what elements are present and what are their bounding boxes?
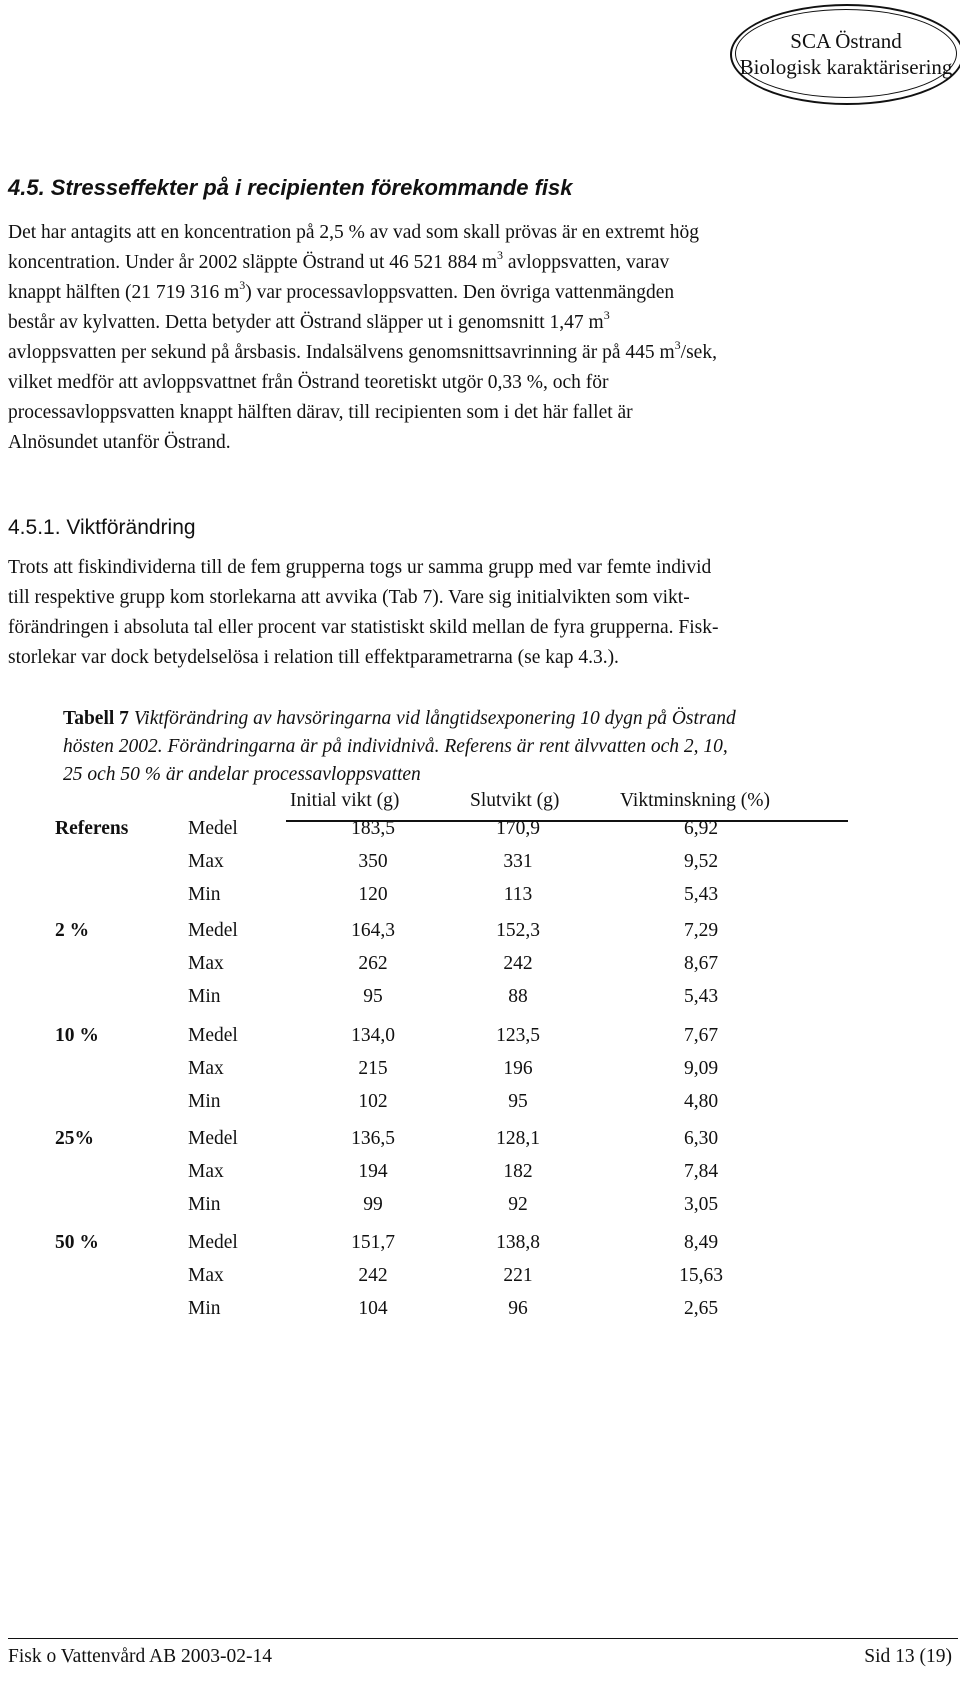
table-stat-label: Medel	[188, 1128, 238, 1149]
table-stat-label: Max	[188, 1058, 224, 1079]
table-group-label: 2 %	[55, 920, 90, 941]
table-cell: 262	[358, 953, 388, 974]
header-company: SCA Östrand	[790, 28, 902, 53]
header-subtitle: Biologisk karaktärisering	[739, 54, 953, 79]
table-stat-label: Min	[188, 884, 221, 905]
table-cell: 8,67	[683, 953, 719, 974]
para-line: till respektive grupp kom storlekarna att avvika (Tab 7). Vare sig initialvikten som vikt-	[8, 587, 690, 608]
table-group-label: 50 %	[55, 1232, 99, 1253]
table-cell: 128,1	[496, 1128, 540, 1149]
header-logo-box	[735, 9, 957, 98]
table-cell: 196	[503, 1058, 533, 1079]
table-cell: 88	[508, 986, 528, 1007]
table-stat-label: Max	[188, 851, 224, 872]
table-cell: 6,30	[683, 1128, 719, 1149]
para-line: Det har antagits att en koncentration på 2,5 % av vad som skall prövas är en extremt hög	[8, 222, 699, 243]
table-cell: 242	[358, 1265, 388, 1286]
para-line: koncentration. Under år 2002 släppte Östrand ut 46 521 884 $m^3$ avloppsvatten, varav	[8, 247, 670, 273]
table-cell: 102	[358, 1091, 388, 1112]
para-line: Alnösundet utanför Östrand.	[8, 432, 231, 453]
table-caption-label: Tabell 7	[63, 708, 129, 729]
para-line: processavloppsvatten knappt hälften därav, till recipienten som i det här fallet är	[8, 402, 633, 423]
table-stat-label: Medel	[188, 920, 238, 941]
table-cell: 350	[358, 851, 388, 872]
para-line: knappt hälften (21 719 316 $m^3$) var processavloppsvatten. Den övriga vattenmängden	[8, 277, 675, 303]
table-cell: 92	[508, 1194, 528, 1215]
footer-rule	[8, 1638, 958, 1639]
table-cell: 215	[358, 1058, 388, 1079]
column-header-initial: Initial vikt (g)	[290, 790, 400, 811]
table-cell: 3,05	[683, 1194, 719, 1215]
table-stat-label: Medel	[188, 818, 238, 839]
table-cell: 113	[503, 884, 533, 905]
table-cell: 9,52	[683, 851, 719, 872]
table-group-label: 25%	[55, 1128, 94, 1149]
table-stat-label: Max	[188, 1265, 224, 1286]
table-cell: 95	[363, 986, 383, 1007]
table-cell: 7,67	[683, 1025, 719, 1046]
paragraph-viktforandring	[8, 553, 953, 673]
table-cell: 194	[358, 1161, 388, 1182]
table-cell: 164,3	[351, 920, 395, 941]
table-stat-label: Min	[188, 1091, 221, 1112]
table-cell: 182	[503, 1161, 533, 1182]
table-cell: 242	[503, 953, 533, 974]
table-cell: 170,9	[496, 818, 540, 839]
table-group-label: 10 %	[55, 1025, 99, 1046]
para-line: Trots att fiskindividerna till de fem grupperna togs ur samma grupp med var femte individ	[8, 557, 712, 578]
table-cell: 120	[358, 884, 388, 905]
para-line: storlekar var dock betydelselösa i relation till effektparametrarna (se kap 4.3.).	[8, 647, 619, 668]
table-cell: 151,7	[351, 1232, 395, 1253]
table-cell: 15,63	[679, 1265, 723, 1286]
table-cell: 221	[503, 1265, 533, 1286]
table-cell: 7,29	[683, 920, 719, 941]
table-cell: 7,84	[683, 1161, 719, 1182]
para-line: vilket medför att avloppsvattnet från Östrand teoretiskt utgör 0,33 %, och för	[8, 372, 609, 393]
table-stat-label: Medel	[188, 1232, 238, 1253]
table-stat-label: Max	[188, 1161, 224, 1182]
subsection-heading: 4.5.1. Viktförändring	[8, 516, 196, 539]
para-line: förändringen i absoluta tal eller procent var statistiskt skild mellan de fyra grupperna. Fisk-	[8, 617, 719, 638]
table-cell: 9,09	[683, 1058, 719, 1079]
table-caption: Tabell 7 Viktförändring av havsöringarna vid långtidsexponering 10 dygn på Östrand hösten 2002. Förändringarna är på individnivå. Referens är rent älvvatten och 2, 10, 25 och 50 % är andelar processavloppsvatten	[63, 708, 736, 785]
table-cell: 99	[363, 1194, 383, 1215]
table-stat-label: Min	[188, 1194, 221, 1215]
table-cell: 138,8	[496, 1232, 540, 1253]
table-cell: 134,0	[351, 1025, 395, 1046]
table-cell: 95	[508, 1091, 528, 1112]
table-cell: 331	[503, 851, 533, 872]
table-cell: 6,92	[683, 818, 719, 839]
para-line: avloppsvatten per sekund på årsbasis. Indalsälvens genomsnittsavrinning är på 445 $m^3$/sek,	[8, 337, 717, 363]
paragraph-stress	[8, 218, 953, 458]
table-cell: 4,80	[683, 1091, 719, 1112]
para-line: består av kylvatten. Detta betyder att Östrand släpper ut i genomsnitt 1,47 $m^3$	[8, 307, 610, 333]
table-cell: 183,5	[351, 818, 395, 839]
table-cell: 2,65	[683, 1298, 719, 1319]
table-stat-label: Min	[188, 986, 221, 1007]
table-cell: 8,49	[683, 1232, 719, 1253]
table-cell: 96	[508, 1298, 528, 1319]
table-cell: 152,3	[496, 920, 540, 941]
table-stat-label: Medel	[188, 1025, 238, 1046]
footer-left: Fisk o Vattenvård AB 2003-02-14	[8, 1646, 272, 1667]
footer-page-number: Sid 13 (19)	[864, 1646, 952, 1667]
table-group-label: Referens	[55, 818, 129, 839]
table-cell: 5,43	[683, 986, 719, 1007]
table-cell: 136,5	[351, 1128, 395, 1149]
table-cell: 123,5	[496, 1025, 540, 1046]
table-stat-label: Min	[188, 1298, 221, 1319]
section-heading: 4.5. Stresseffekter på i recipienten förekommande fisk	[8, 175, 573, 200]
table-stat-label: Max	[188, 953, 224, 974]
table-cell: 104	[358, 1298, 388, 1319]
column-header-slut: Slutvikt (g)	[470, 790, 560, 811]
table-cell: 5,43	[683, 884, 719, 905]
column-header-minskning: Viktminskning (%)	[620, 790, 770, 811]
